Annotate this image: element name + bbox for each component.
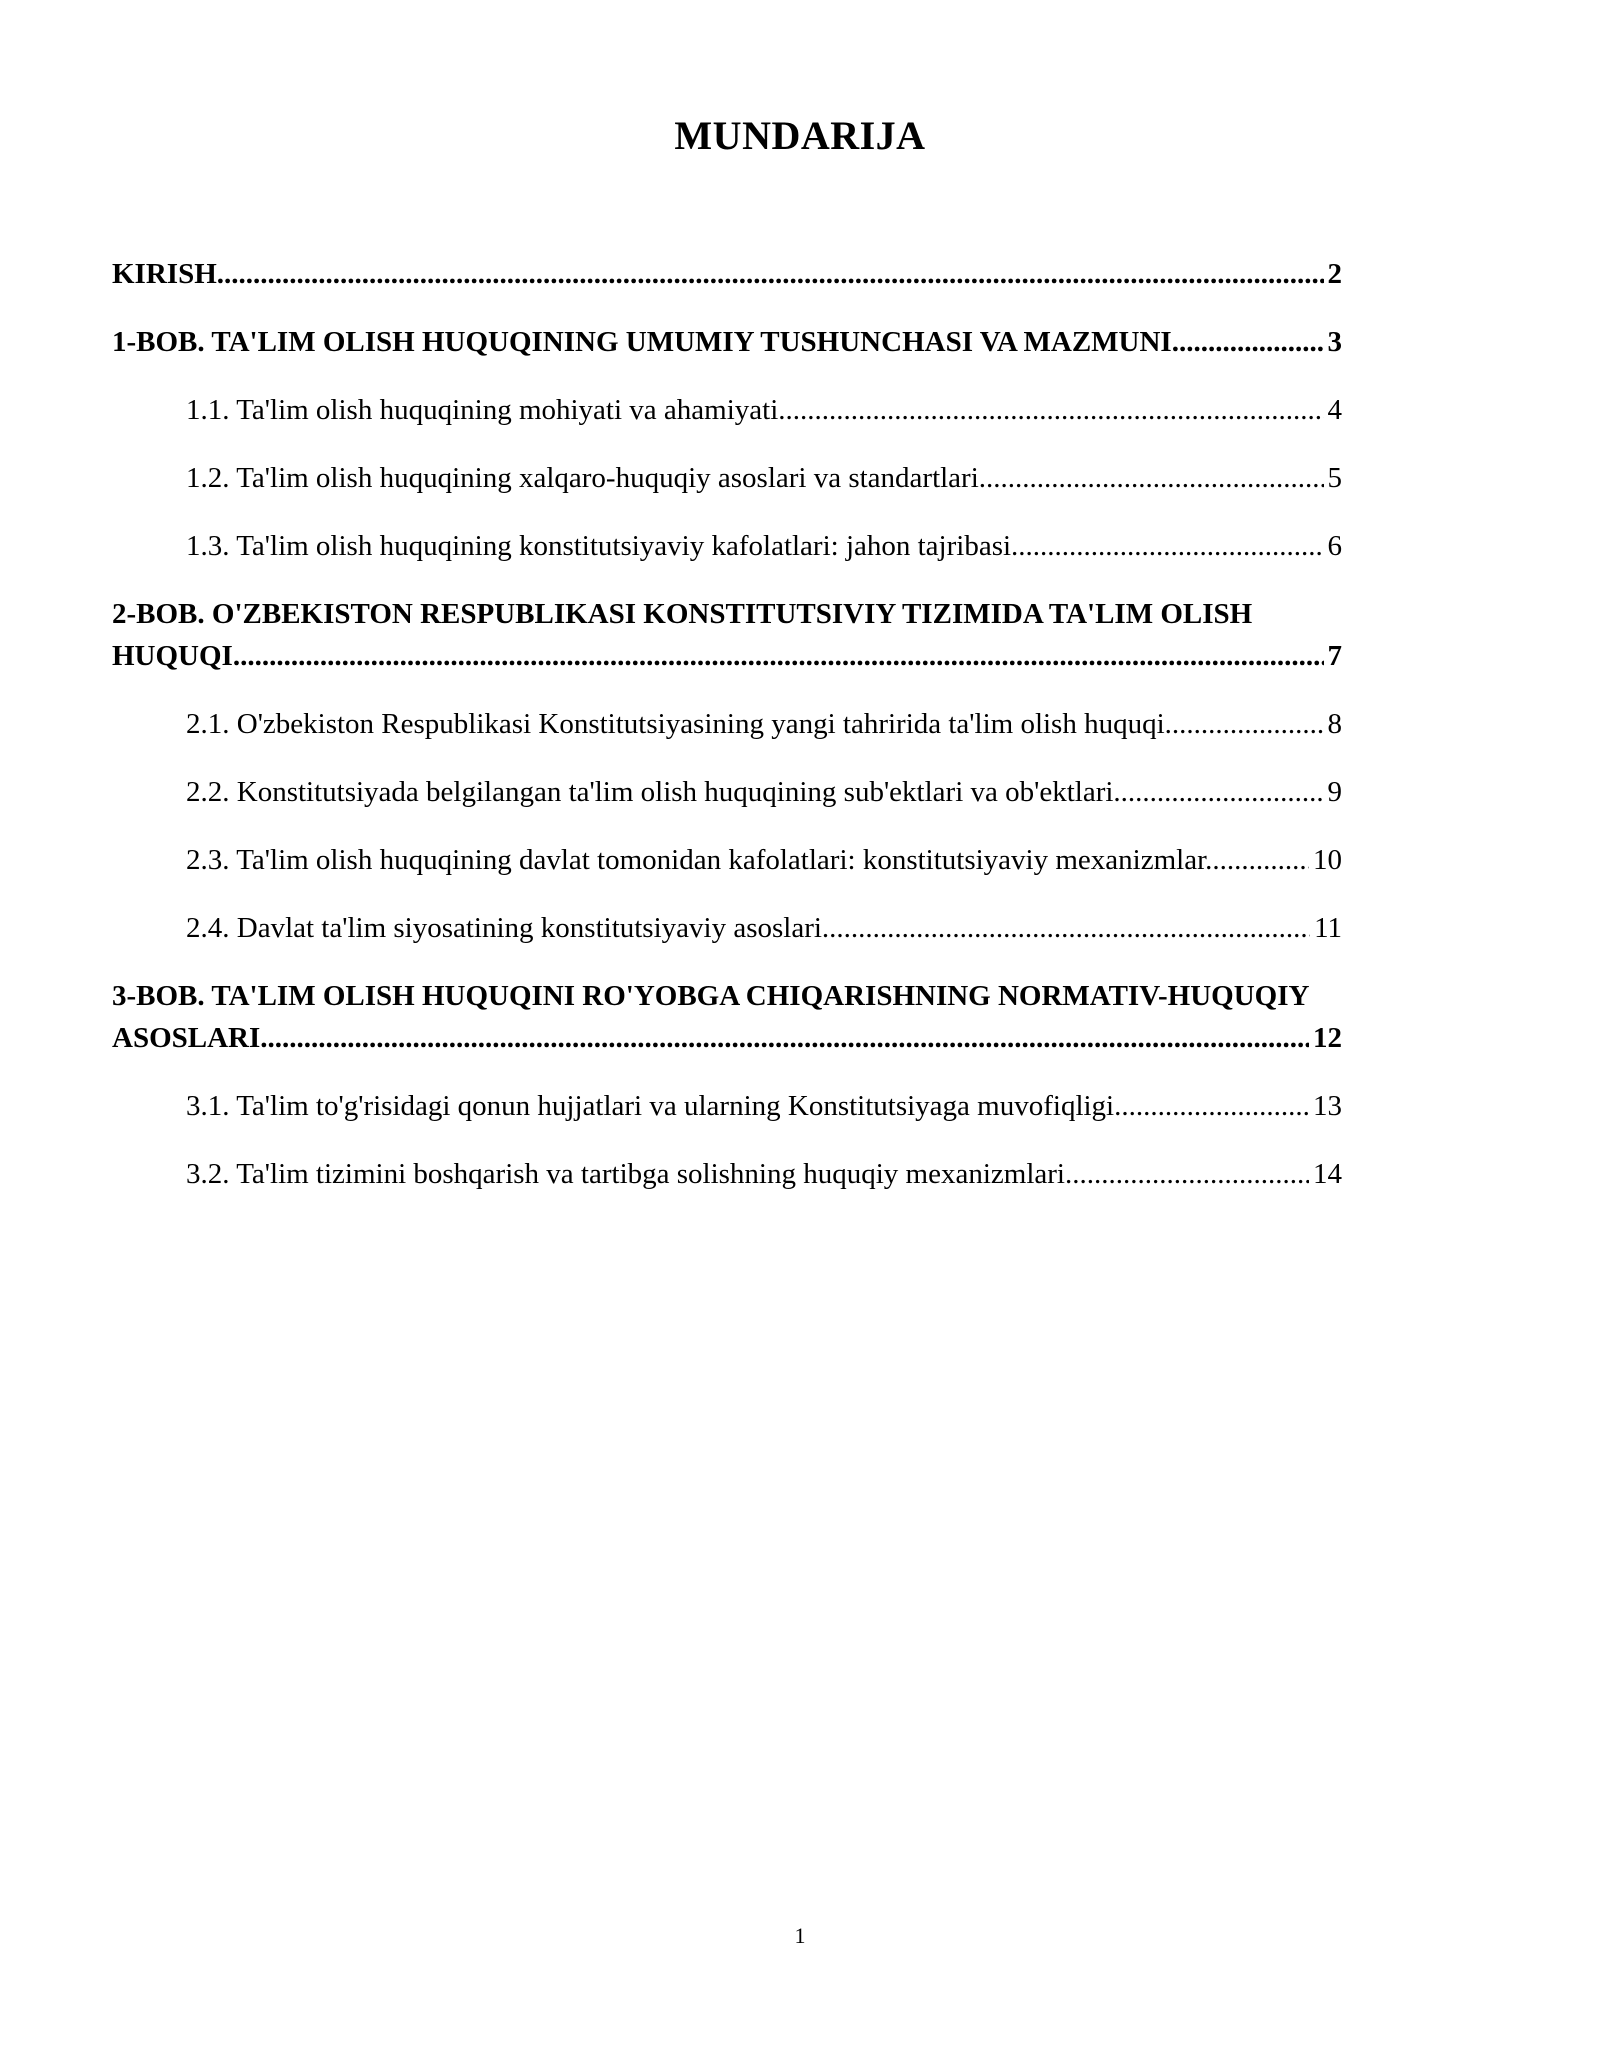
toc-entry-section-2-3[interactable] [112, 839, 1342, 881]
toc-entry-section-1-3[interactable] [112, 525, 1342, 567]
toc-page-number: 14 [1313, 1158, 1342, 1190]
toc-entry-label: 1.1. Ta'lim olish huquqining mohiyati va ahamiyati [186, 394, 779, 426]
toc-page-number: 9 [1327, 776, 1342, 808]
toc-entry-label: 1.2. Ta'lim olish huquqining xalqaro-huquqiy asoslari va standartlari [186, 462, 979, 494]
toc-page-number: 8 [1327, 708, 1342, 740]
dot-leader [1114, 1085, 1309, 1127]
page-title: MUNDARIJA [674, 113, 926, 158]
toc-page-number: 3 [1327, 326, 1342, 358]
dot-leader [822, 907, 1310, 949]
toc-entry-section-3-1[interactable] [112, 1085, 1342, 1127]
toc-entry-label: 2.4. Davlat ta'lim siyosatining konstitutsiyaviy asoslari [186, 912, 822, 944]
toc-page-number: 6 [1327, 530, 1342, 562]
toc-page-number: 11 [1314, 912, 1342, 944]
toc-entry-label-line-1: 2-BOB. O'ZBEKISTON RESPUBLIKASI KONSTITUTSIVIY TIZIMIDA TA'LIM OLISH [112, 598, 1253, 630]
toc-page-number: 12 [1313, 1022, 1342, 1054]
page-number: 1 [794, 1923, 806, 1948]
toc-entry-label: 1-BOB. TA'LIM OLISH HUQUQINING UMUMIY TUSHUNCHASI VA MAZMUNI [112, 326, 1172, 358]
dot-leader [217, 253, 1324, 295]
dot-leader [1065, 1153, 1309, 1195]
toc-entry-label: 1.3. Ta'lim olish huquqining konstitutsiyaviy kafolatlari: jahon tajribasi [186, 530, 1012, 562]
toc-entry-label-line-2: ASOSLARI [112, 1022, 261, 1054]
dot-leader [1165, 703, 1324, 745]
dot-leader [1172, 321, 1324, 363]
dot-leader [233, 635, 1324, 677]
toc-entry-section-3-2[interactable] [112, 1153, 1342, 1195]
toc-page-number: 13 [1313, 1090, 1342, 1122]
toc-entry-section-1-1[interactable] [112, 389, 1342, 431]
toc-entry-chapter-2[interactable] [112, 593, 1342, 677]
toc-entry-section-1-2[interactable] [112, 457, 1342, 499]
toc-entry-label: 3.1. Ta'lim to'g'risidagi qonun hujjatlari va ularning Konstitutsiyaga muvofiqligi [186, 1090, 1115, 1122]
toc-entry-chapter-1[interactable] [112, 321, 1342, 363]
toc-entry-label-line-2-row [112, 1017, 1342, 1059]
toc-entry-label-line-1: 3-BOB. TA'LIM OLISH HUQUQINI RO'YOBGA CHIQARISHNING NORMATIV-HUQUQIY [112, 980, 1310, 1012]
toc-entry-section-2-4[interactable] [112, 907, 1342, 949]
dot-leader [979, 457, 1324, 499]
toc-page-number: 4 [1327, 394, 1342, 426]
dot-leader [1212, 839, 1309, 881]
table-of-contents [112, 253, 1342, 1221]
toc-page-number: 2 [1327, 258, 1342, 290]
toc-entry-label-line-2: HUQUQI [112, 640, 233, 672]
toc-entry-label: 2.2. Konstitutsiyada belgilangan ta'lim olish huquqining sub'ektlari va ob'ektlari [186, 776, 1114, 808]
toc-entry-label: 2.3. Ta'lim olish huquqining davlat tomonidan kafolatlari: konstitutsiyaviy mexanizmlar. [186, 844, 1213, 876]
toc-entry-label: KIRISH [112, 258, 217, 290]
toc-page-number: 5 [1327, 462, 1342, 494]
toc-entry-chapter-3[interactable] [112, 975, 1342, 1059]
toc-entry-label-line-2-row [112, 635, 1342, 677]
toc-page-number: 10 [1313, 844, 1342, 876]
toc-entry-intro[interactable] [112, 253, 1342, 295]
toc-entry-label: 3.2. Ta'lim tizimini boshqarish va tartibga solishning huquqiy mexanizmlari [186, 1158, 1065, 1190]
toc-entry-section-2-2[interactable] [112, 771, 1342, 813]
toc-entry-section-2-1[interactable] [112, 703, 1342, 745]
dot-leader [1011, 525, 1323, 567]
toc-page-number: 7 [1327, 640, 1342, 672]
dot-leader [260, 1017, 1309, 1059]
toc-entry-label: 2.1. O'zbekiston Respublikasi Konstitutsiyasining yangi tahririda ta'lim olish huquqi [186, 708, 1165, 740]
dot-leader [778, 389, 1323, 431]
dot-leader [1113, 771, 1323, 813]
